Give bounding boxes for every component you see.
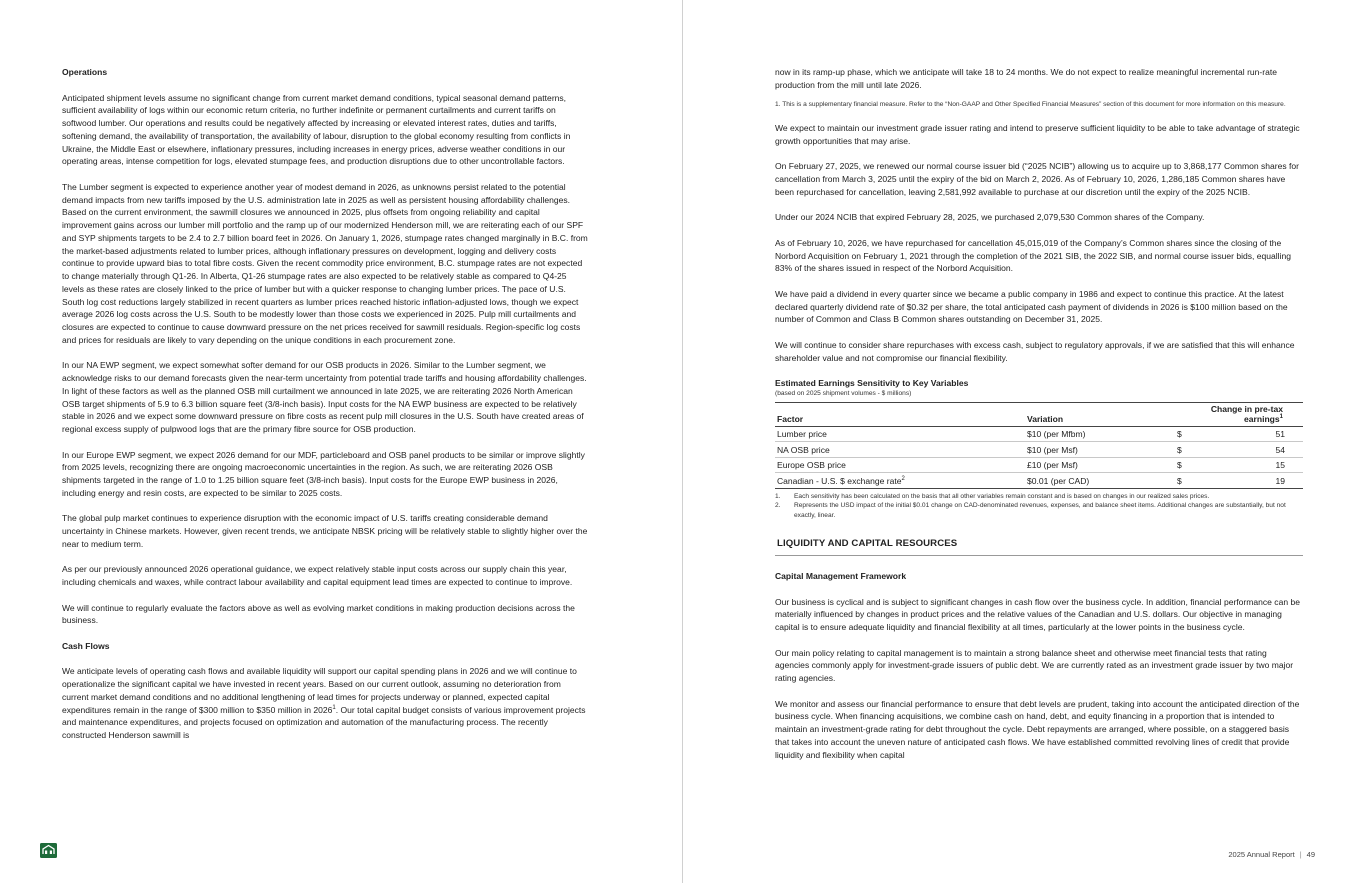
paragraph: As per our previously announced 2026 operational guidance, we expect relatively stable input costs across our supply chain this year, including chemicals and waxes, while contract labour availability and capital equipment lead times are expected to continue to improve. xyxy=(62,564,573,587)
paragraph: On February 27, 2025, we renewed our normal course issuer bid (“2025 NCIB”) allowing us to acquire up to 3,868,177 Common shares for cancellation from March 3, 2025 until the expiry of the bid on March 2, 2026. As of February 10, 2026, 1,286,185 Common shares have been repurchased for cancellation, leaving 2,581,992 available to purchase at our discretion until the expiry of the 2025 NCIB. xyxy=(775,161,1300,197)
col-spacer xyxy=(1175,402,1195,426)
paragraph-text: . Our total capital budget consists of various improvement projects and maintenance expenditures, and projects focused on optimization and automation of the manufacturing process. The recently constructed Henderson sawmill is xyxy=(62,704,586,740)
table-row xyxy=(775,473,1303,489)
factor-text: Europe OSB price xyxy=(777,460,846,471)
table-header-row xyxy=(775,402,1303,426)
table-row xyxy=(775,457,1303,473)
factor-cell xyxy=(775,426,1025,442)
page-number: 49 xyxy=(1306,850,1315,859)
factor-cell xyxy=(775,457,1025,473)
paragraph: now in its ramp-up phase, which we anticipate will take 18 to 24 months. We do not expect to realize meaningful incremental run-rate production from the mill until late 2026. xyxy=(775,67,1277,90)
value-cell: 54 xyxy=(1195,442,1303,458)
value-cell: 51 xyxy=(1195,426,1303,442)
paragraph: We will continue to regularly evaluate the factors above as well as evolving market conditions in making production decisions across the business. xyxy=(62,602,575,626)
footnote: 1. This is a supplementary financial measure. Refer to the “Non-GAAP and Other Specified Financial Measures” section of this document for more information on this measure. xyxy=(775,100,1286,108)
paragraph: The global pulp market continues to experience disruption with the economic impact of U.S. tariffs creating considerable demand uncertainty in Chinese markets. However, given recent trends, we anticipate NBSK pricing will be relatively stable to slightly higher over the near to medium term. xyxy=(62,513,588,549)
footer-separator: | xyxy=(1299,850,1302,859)
cash-flows-heading: Cash Flows xyxy=(62,640,110,651)
table-footnote xyxy=(775,492,1303,502)
table-footnote-number: 2. xyxy=(775,502,781,510)
paragraph: As of February 10, 2026, we have repurchased for cancellation 45,015,019 of the Company’s Common shares since the closing of the Norbord Acquisition on February 1, 2021 through the completion of the 2021 SIB, the 2022 SIB, and normal course issuer bids, equalling 83% of the shares issued in respect of the Norbord Acquisition. xyxy=(775,237,1291,274)
operations-heading: Operations xyxy=(62,67,108,77)
col-variation: Variation xyxy=(1025,402,1175,426)
variation-cell: $10 (per Mfbm) xyxy=(1025,426,1175,442)
left-page xyxy=(0,0,682,883)
col-change-line2: earnings xyxy=(1244,413,1280,424)
paragraph: We monitor and assess our financial performance to ensure that debt levels are prudent, taking into account the anticipated direction of the business cycle. When financing acquisitions, we combine cash on hand, debt, and equity financing in a proportion that is intended to maintain an investment-grade rating for debt throughout the cycle. Debt repayments are arranged, where possible, on a staggered basis that takes into account the uneven nature of anticipated cash flows. We have established committed revolving lines of credit that provide liquidity and flexibility when capital xyxy=(775,698,1300,760)
table-footnote-text: Represents the USD impact of the initial $0.01 change on CAD-denominated revenues, expenses, and balance sheet items. Additional changes are substantially, but not exactly, linear. xyxy=(794,502,1286,519)
capital-management-heading: Capital Management Framework xyxy=(775,571,907,581)
currency-cell: $ xyxy=(1175,426,1195,442)
table-subtitle: (based on 2025 shipment volumes - $ millions) xyxy=(775,389,912,397)
col-change xyxy=(1195,402,1303,426)
paragraph: We expect to maintain our investment grade issuer rating and intend to preserve sufficient liquidity to be able to take advantage of strategic growth opportunities that may arise. xyxy=(775,123,1300,146)
factor-text: Canadian - U.S. $ exchange rate xyxy=(777,475,902,486)
variation-cell: $0.01 (per CAD) xyxy=(1025,473,1175,489)
variation-cell: $10 (per Msf) xyxy=(1025,442,1175,458)
footnote-ref: 2 xyxy=(901,475,905,482)
factor-text: Lumber price xyxy=(777,429,827,440)
company-logo-icon xyxy=(40,843,57,858)
paragraph: Our main policy relating to capital management is to maintain a strong balance sheet and otherwise meet financial tests that rating agencies commonly apply for investment-grade issuers of public debt. We are currently rated as an investment grade issuer by two major rating agencies. xyxy=(775,647,1294,683)
paragraph xyxy=(62,665,588,742)
right-page xyxy=(683,0,1365,883)
table-footnote xyxy=(775,501,1303,520)
table-title: Estimated Earnings Sensitivity to Key Variables xyxy=(775,378,969,388)
col-factor: Factor xyxy=(775,402,1025,426)
table-body xyxy=(775,426,1303,488)
right-column xyxy=(775,66,1303,774)
currency-cell: $ xyxy=(1175,457,1195,473)
variation-cell: £10 (per Msf) xyxy=(1025,457,1175,473)
currency-cell: $ xyxy=(1175,442,1195,458)
col-change-sup: 1 xyxy=(1279,413,1283,420)
table-footnote-text: Each sensitivity has been calculated on the basis that all other variables remain constant and is based on changes in our realized sales prices. xyxy=(794,492,1210,500)
table-footnote-number: 1. xyxy=(775,492,781,500)
table-footnotes xyxy=(775,492,1303,521)
paragraph: We have paid a dividend in every quarter since we became a public company in 1986 and expect to continue this practice. At the latest declared quarterly dividend rate of $0.32 per share, the total anticipated cash payment of dividends in 2026 is $100 million based on the number of Common and Class B Common shares outstanding on December 31, 2025. xyxy=(775,288,1288,325)
table-row xyxy=(775,426,1303,442)
paragraph: In our NA EWP segment, we expect somewhat softer demand for our OSB products in 2026. Similar to the Lumber segment, we acknowledge risks to our demand forecasts given the near-term uncertainty from potential trade tariffs and housing affordability challenges. In light of these factors as well as the planned OSB mill curtailment we announced in late 2025, we are reiterating 2026 North American OSB target shipments of 5.9 to 6.3 billion square feet (3/8-inch basis). Input costs for the NA EWP business are expected to be relatively stable in 2026 and we expect some downward pressure on fibre costs as recent pulp mill closures in the U.S. South have created areas of regional excess supply of pulpwood logs that are the primary fibre source for OSB production. xyxy=(62,360,587,434)
paragraph: In our Europe EWP segment, we expect 2026 demand for our MDF, particleboard and OSB panel products to be similar or improve slightly from 2025 levels, recognizing there are ongoing macroeconomic uncertainties in the region. As such, we are reiterating 2026 OSB shipments targeted in the range of 1.0 to 1.25 billion square feet (3/8-inch basis). Input costs for the Europe EWP business in 2026, including energy and resin costs, are expected to be similar to 2025 costs. xyxy=(62,449,585,498)
paragraph: Our business is cyclical and is subject to significant changes in cash flow over the business cycle. In addition, financial performance can be materially influenced by changes in product prices and the relative values of the Canadian and U.S. dollars. Our objective in managing capital is to ensure adequate liquidity and financial flexibility at all times, particularly at the lower points in the business cycle. xyxy=(775,596,1300,632)
factor-text: NA OSB price xyxy=(777,444,830,455)
paragraph: We will continue to consider share repurchases with excess cash, subject to regulatory approvals, if we are satisfied that this will enhance shareholder value and not compromise our financial flexibility. xyxy=(775,339,1295,363)
value-cell: 15 xyxy=(1195,457,1303,473)
factor-cell xyxy=(775,442,1025,458)
currency-cell: $ xyxy=(1175,473,1195,489)
page-footer xyxy=(1228,850,1315,859)
col-change-line1: Change in pre-tax xyxy=(1210,403,1283,414)
value-cell: 19 xyxy=(1195,473,1303,489)
table-row xyxy=(775,442,1303,458)
footnote-ref: 1 xyxy=(332,704,336,711)
left-column xyxy=(62,66,588,755)
factor-cell xyxy=(775,473,1025,489)
report-title: 2025 Annual Report xyxy=(1228,850,1295,859)
paragraph: Anticipated shipment levels assume no significant change from current market demand conditions, typical seasonal demand patterns, sufficient availability of logs within our economic return criteria, no further indefinite or permanent curtailments and current tariffs on softwood lumber. Our operations and results could be negatively affected by increasing or elevated interest rates, duties and tariffs, softening demand, the availability of transportation, the availability of labour, disruption to the global economy resulting from conflicts in Ukraine, the Middle East or elsewhere, inflationary pressures, including increases in energy prices, adverse weather conditions in our operating areas, intense competition for logs, elevated stumpage fees, and production disruptions due to other uncontrollable factors. xyxy=(62,92,571,167)
paragraph: Under our 2024 NCIB that expired February 28, 2025, we purchased 2,079,530 Common shares of the Company. xyxy=(775,212,1205,223)
liquidity-section-heading: LIQUIDITY AND CAPITAL RESOURCES xyxy=(775,533,1303,556)
paragraph: The Lumber segment is expected to experience another year of modest demand in 2026, as unknowns persist related to the potential demand impacts from new tariffs imposed by the U.S. administration late in 2025 as well as persistent housing affordability challenges. Based on the current environment, the sawmill closures we announced in 2025, plus offsets from ongoing reliability and capital improvement gains across our lumber mill portfolio and the ramp up of our modernized Henderson mill, we are reiterating each of our SPF and SYP shipments targets to be 2.4 to 2.7 billion board feet in 2026. On January 1, 2026, stumpage rates changed marginally in B.C. from the market-based adjustments related to lumber prices, although inflationary pressures on development, logging and delivery costs continue to provide upward bias to total fibre costs. Given the recent commodity price environment, B.C. stumpage rates are not expected to change materially through Q1-26. In Alberta, Q1-26 stumpage rates are also expected to be relatively stable as compared to Q4-25 levels as these rates are closely linked to the price of lumber but with a quicker response to changing lumber prices. The pace of U.S. South log cost reductions largely stabilized in recent quarters as lumber prices reached historic inflation-adjusted lows, though we expect average 2026 log costs across the U.S. South to be modestly lower than those costs we experienced in 2025. Pulp mill curtailments and closures are expected to continue to cause downward pressure on the net prices received for sawmill residuals. Region-specific log costs and prices for residuals are likely to vary depending on the unique conditions in each procurement zone. xyxy=(62,181,588,345)
paragraph-text: We anticipate levels of operating cash flows and available liquidity will support our capital spending plans in 2026 and we will continue to operationalize the significant capital we have invested in recent years. Based on our current outlook, assuming no deterioration from current market demand conditions and no additional lengthening of lead times for projects underway or planned, expected capital expenditures remain in the range of $300 million to $350 million in 2026 xyxy=(62,666,577,715)
sensitivity-table xyxy=(775,402,1303,489)
